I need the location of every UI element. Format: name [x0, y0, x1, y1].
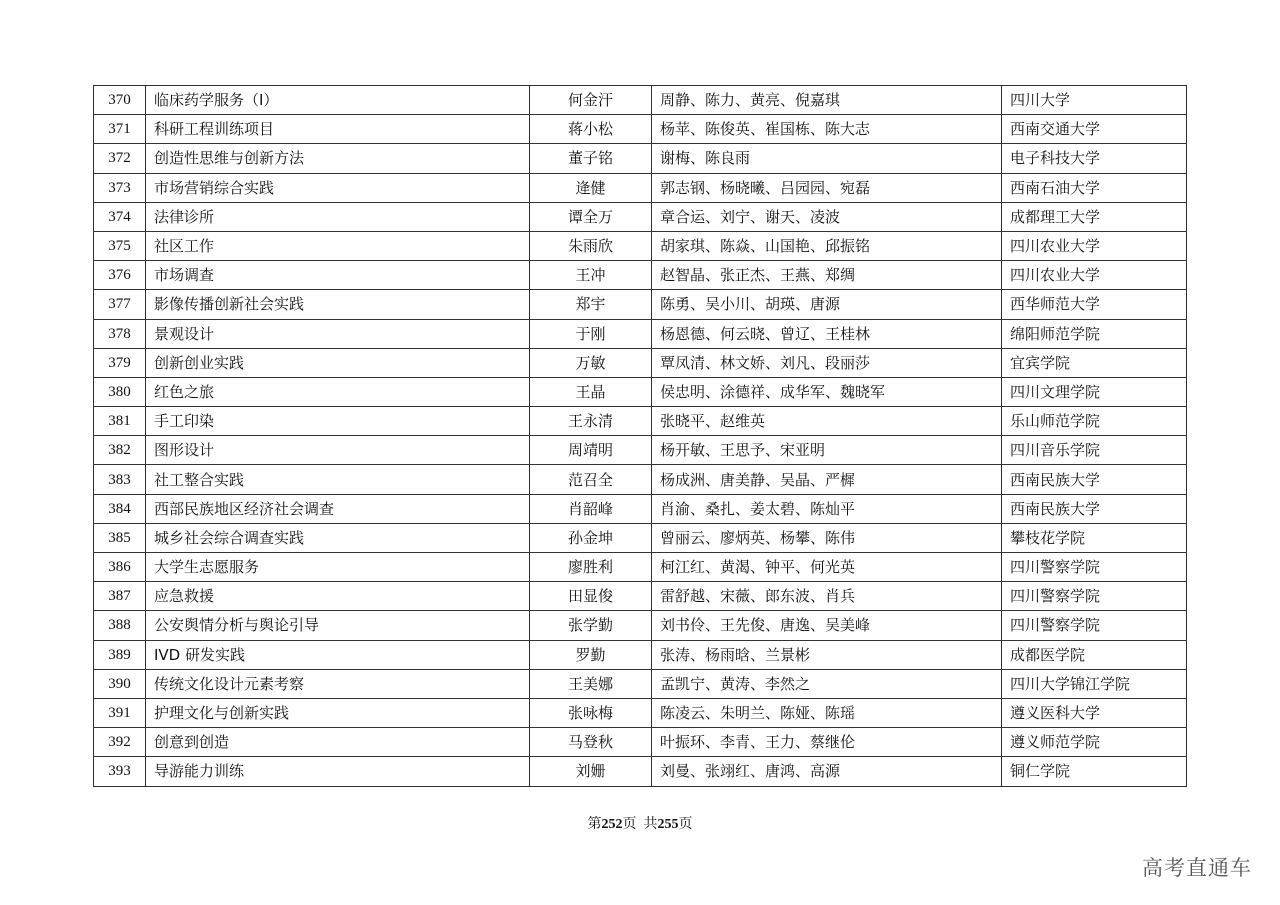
school-cell: 西南石油大学	[1002, 173, 1187, 202]
row-number-cell: 381	[94, 407, 146, 436]
course-name-cell: 公安舆情分析与舆论引导	[146, 611, 530, 640]
row-number-cell: 376	[94, 261, 146, 290]
members-cell: 陈勇、吴小川、胡瑛、唐源	[652, 290, 1002, 319]
leader-cell: 万敏	[530, 348, 652, 377]
row-number-cell: 378	[94, 319, 146, 348]
members-cell: 谢梅、陈良雨	[652, 144, 1002, 173]
leader-cell: 孙金坤	[530, 523, 652, 552]
row-number-cell: 392	[94, 728, 146, 757]
row-number-cell: 384	[94, 494, 146, 523]
course-name-cell: IVD 研发实践	[146, 640, 530, 669]
course-name-cell: 创意到创造	[146, 728, 530, 757]
school-cell: 电子科技大学	[1002, 144, 1187, 173]
leader-cell: 于刚	[530, 319, 652, 348]
school-cell: 四川农业大学	[1002, 261, 1187, 290]
school-cell: 绵阳师范学院	[1002, 319, 1187, 348]
course-name-cell: 创造性思维与创新方法	[146, 144, 530, 173]
leader-cell: 张学勤	[530, 611, 652, 640]
school-cell: 四川文理学院	[1002, 377, 1187, 406]
table-row	[94, 348, 1187, 377]
members-cell: 张涛、杨雨晗、兰景彬	[652, 640, 1002, 669]
footer-prefix: 第	[587, 817, 602, 832]
school-cell: 四川警察学院	[1002, 553, 1187, 582]
course-name-cell: 传统文化设计元素考察	[146, 669, 530, 698]
row-number-cell: 374	[94, 202, 146, 231]
leader-cell: 郑宇	[530, 290, 652, 319]
leader-cell: 董子铭	[530, 144, 652, 173]
members-cell: 柯江红、黄渴、钟平、何光英	[652, 553, 1002, 582]
course-name-cell: 红色之旅	[146, 377, 530, 406]
course-name-cell: 创新创业实践	[146, 348, 530, 377]
course-name-cell: 应急救援	[146, 582, 530, 611]
course-name-cell: 手工印染	[146, 407, 530, 436]
course-name-cell: 城乡社会综合调查实践	[146, 523, 530, 552]
members-cell: 赵智晶、张正杰、王燕、郑绸	[652, 261, 1002, 290]
school-cell: 四川警察学院	[1002, 582, 1187, 611]
table-row	[94, 728, 1187, 757]
row-number-cell: 386	[94, 553, 146, 582]
members-cell: 侯忠明、涂德祥、成华军、魏晓军	[652, 377, 1002, 406]
members-cell: 叶振环、李青、王力、蔡继伦	[652, 728, 1002, 757]
table-body	[94, 86, 1187, 787]
members-cell: 杨苹、陈俊英、崔国栋、陈大志	[652, 115, 1002, 144]
table-row	[94, 611, 1187, 640]
course-name-cell: 科研工程训练项目	[146, 115, 530, 144]
members-cell: 杨成洲、唐美静、吴晶、严樨	[652, 465, 1002, 494]
row-number-cell: 391	[94, 698, 146, 727]
footer-mid: 页 共	[622, 817, 658, 832]
table-row	[94, 115, 1187, 144]
school-cell: 四川警察学院	[1002, 611, 1187, 640]
school-cell: 西南民族大学	[1002, 494, 1187, 523]
course-name-cell: 影像传播创新社会实践	[146, 290, 530, 319]
members-cell: 肖渝、桑扎、姜太碧、陈灿平	[652, 494, 1002, 523]
school-cell: 宜宾学院	[1002, 348, 1187, 377]
course-name-cell: 大学生志愿服务	[146, 553, 530, 582]
row-number-cell: 385	[94, 523, 146, 552]
leader-cell: 张咏梅	[530, 698, 652, 727]
members-cell: 陈凌云、朱明兰、陈娅、陈瑶	[652, 698, 1002, 727]
row-number-cell: 388	[94, 611, 146, 640]
school-cell: 西南民族大学	[1002, 465, 1187, 494]
members-cell: 刘书伶、王先俊、唐逸、吴美峰	[652, 611, 1002, 640]
leader-cell: 范召全	[530, 465, 652, 494]
row-number-cell: 389	[94, 640, 146, 669]
table-row	[94, 669, 1187, 698]
row-number-cell: 371	[94, 115, 146, 144]
leader-cell: 肖韶峰	[530, 494, 652, 523]
row-number-cell: 380	[94, 377, 146, 406]
footer-suffix: 页	[678, 817, 693, 832]
current-page-number: 252	[601, 817, 623, 832]
leader-cell: 王冲	[530, 261, 652, 290]
members-cell: 张晓平、赵维英	[652, 407, 1002, 436]
school-cell: 铜仁学院	[1002, 757, 1187, 786]
school-cell: 四川大学	[1002, 86, 1187, 115]
row-number-cell: 375	[94, 231, 146, 260]
table-row	[94, 261, 1187, 290]
leader-cell: 逄健	[530, 173, 652, 202]
leader-cell: 田显俊	[530, 582, 652, 611]
table-row	[94, 202, 1187, 231]
members-cell: 胡家琪、陈焱、山国艳、邱振铭	[652, 231, 1002, 260]
school-cell: 四川农业大学	[1002, 231, 1187, 260]
leader-cell: 罗勤	[530, 640, 652, 669]
row-number-cell: 379	[94, 348, 146, 377]
school-cell: 四川大学锦江学院	[1002, 669, 1187, 698]
table-row	[94, 640, 1187, 669]
leader-cell: 谭全万	[530, 202, 652, 231]
course-name-cell: 导游能力训练	[146, 757, 530, 786]
members-cell: 杨恩德、何云晓、曾辽、王桂林	[652, 319, 1002, 348]
course-name-cell: 市场调查	[146, 261, 530, 290]
row-number-cell: 370	[94, 86, 146, 115]
row-number-cell: 383	[94, 465, 146, 494]
course-name-cell: 社工整合实践	[146, 465, 530, 494]
table-row	[94, 290, 1187, 319]
row-number-cell: 373	[94, 173, 146, 202]
members-cell: 刘曼、张翊红、唐鸿、高源	[652, 757, 1002, 786]
leader-cell: 周靖明	[530, 436, 652, 465]
table-row	[94, 86, 1187, 115]
course-name-cell: 市场营销综合实践	[146, 173, 530, 202]
watermark: 高考直通车	[1142, 856, 1252, 880]
row-number-cell: 393	[94, 757, 146, 786]
school-cell: 四川音乐学院	[1002, 436, 1187, 465]
course-name-cell: 临床药学服务（I）	[146, 86, 530, 115]
row-number-cell: 382	[94, 436, 146, 465]
members-cell: 曾丽云、廖炳英、杨攀、陈伟	[652, 523, 1002, 552]
course-name-cell: 社区工作	[146, 231, 530, 260]
course-name-cell: 景观设计	[146, 319, 530, 348]
school-cell: 遵义师范学院	[1002, 728, 1187, 757]
table-row	[94, 144, 1187, 173]
school-cell: 攀枝花学院	[1002, 523, 1187, 552]
leader-cell: 朱雨欣	[530, 231, 652, 260]
course-name-cell: 法律诊所	[146, 202, 530, 231]
leader-cell: 廖胜利	[530, 553, 652, 582]
row-number-cell: 372	[94, 144, 146, 173]
members-cell: 周静、陈力、黄亮、倪嘉琪	[652, 86, 1002, 115]
table-row	[94, 698, 1187, 727]
course-table	[93, 85, 1187, 787]
row-number-cell: 377	[94, 290, 146, 319]
page-footer	[0, 813, 1280, 833]
leader-cell: 何金汗	[530, 86, 652, 115]
members-cell: 郭志钢、杨晓曦、吕园园、宛磊	[652, 173, 1002, 202]
school-cell: 西华师范大学	[1002, 290, 1187, 319]
table-row	[94, 436, 1187, 465]
table-row	[94, 523, 1187, 552]
table-row	[94, 173, 1187, 202]
school-cell: 成都医学院	[1002, 640, 1187, 669]
members-cell: 雷舒越、宋薇、郎东波、肖兵	[652, 582, 1002, 611]
school-cell: 遵义医科大学	[1002, 698, 1187, 727]
leader-cell: 蒋小松	[530, 115, 652, 144]
table-row	[94, 377, 1187, 406]
table-row	[94, 465, 1187, 494]
members-cell: 章合运、刘宁、谢天、凌波	[652, 202, 1002, 231]
table-row	[94, 494, 1187, 523]
members-cell: 覃凤清、林文娇、刘凡、段丽莎	[652, 348, 1002, 377]
table-row	[94, 553, 1187, 582]
table-row	[94, 757, 1187, 786]
course-name-cell: 图形设计	[146, 436, 530, 465]
leader-cell: 王永清	[530, 407, 652, 436]
school-cell: 西南交通大学	[1002, 115, 1187, 144]
leader-cell: 刘姗	[530, 757, 652, 786]
table-row	[94, 582, 1187, 611]
table-row	[94, 319, 1187, 348]
course-name-cell: 护理文化与创新实践	[146, 698, 530, 727]
course-name-cell: 西部民族地区经济社会调查	[146, 494, 530, 523]
row-number-cell: 387	[94, 582, 146, 611]
leader-cell: 王美娜	[530, 669, 652, 698]
school-cell: 成都理工大学	[1002, 202, 1187, 231]
leader-cell: 马登秋	[530, 728, 652, 757]
members-cell: 孟凯宁、黄涛、李然之	[652, 669, 1002, 698]
school-cell: 乐山师范学院	[1002, 407, 1187, 436]
table-row	[94, 231, 1187, 260]
leader-cell: 王晶	[530, 377, 652, 406]
row-number-cell: 390	[94, 669, 146, 698]
total-page-number: 255	[657, 817, 679, 832]
table-row	[94, 407, 1187, 436]
members-cell: 杨开敏、王思予、宋亚明	[652, 436, 1002, 465]
